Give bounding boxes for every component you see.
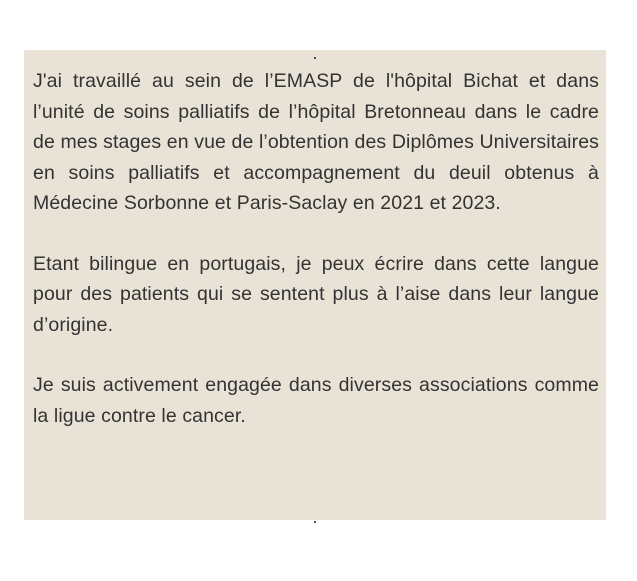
paragraph-language: Etant bilingue en portugais, je peux écrire dans cette langue pour des patients qui se sentent plus à l’aise dans leur langue d’origine.: [33, 252, 599, 336]
top-dot-mark: .: [312, 43, 318, 63]
bottom-dot-mark: .: [312, 507, 318, 527]
card-body: [33, 66, 599, 461]
paragraph-associations: Je suis activement engagée dans diverses associations comme la ligue contre le cancer.: [33, 374, 599, 427]
paragraph-experience: J'ai travaillé au sein de l’EMASP de l'hôpital Bichat et dans l’unité de soins palliatifs de l’hôpital Bretonneau dans le cadre de mes stages en vue de l’obtention des Diplômes Universitaires en soins palliatifs et accompagnement du deuil obtenus à Médecine Sorbonne et Paris-Saclay en 2021 et 2023.: [33, 70, 599, 214]
text-card: [24, 43, 606, 527]
